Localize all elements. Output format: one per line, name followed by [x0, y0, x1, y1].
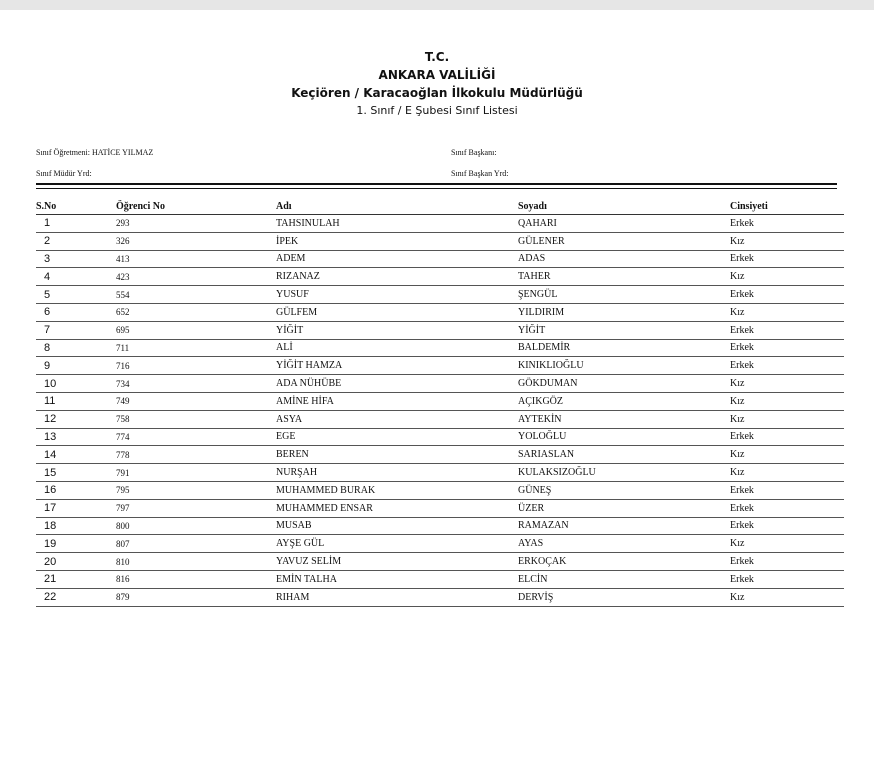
cell-sno: 13: [36, 428, 116, 446]
table-row: [36, 517, 844, 535]
table-row: [36, 215, 844, 233]
meta-teacher: Sınıf Öğretmeni: HATİCE YILMAZ: [36, 148, 154, 157]
cell-gender: Kız: [730, 268, 844, 286]
student-table: [36, 198, 844, 607]
cell-sno: 3: [36, 250, 116, 268]
cell-sno: 7: [36, 321, 116, 339]
cell-name: RIZANAZ: [276, 268, 518, 286]
divider-rule-top: [36, 183, 837, 185]
table-row: [36, 588, 844, 606]
cell-student-no: 711: [116, 339, 276, 357]
cell-name: YUSUF: [276, 286, 518, 304]
cell-sno: 20: [36, 553, 116, 571]
cell-sno: 9: [36, 357, 116, 375]
cell-surname: ŞENGÜL: [518, 286, 730, 304]
cell-name: ALİ: [276, 339, 518, 357]
table-row: [36, 464, 844, 482]
cell-surname: ERKOÇAK: [518, 553, 730, 571]
col-header-name: Adı: [276, 198, 518, 215]
cell-surname: BALDEMİR: [518, 339, 730, 357]
cell-name: NURŞAH: [276, 464, 518, 482]
cell-student-no: 749: [116, 392, 276, 410]
cell-student-no: 797: [116, 499, 276, 517]
cell-surname: GÜLENER: [518, 232, 730, 250]
table-row: [36, 428, 844, 446]
cell-gender: Erkek: [730, 339, 844, 357]
cell-sno: 18: [36, 517, 116, 535]
table-row: [36, 535, 844, 553]
cell-surname: RAMAZAN: [518, 517, 730, 535]
cell-surname: KULAKSIZOĞLU: [518, 464, 730, 482]
cell-sno: 19: [36, 535, 116, 553]
meta-vice-principal: Sınıf Müdür Yrd:: [36, 169, 92, 178]
table-row: [36, 375, 844, 393]
table-row: [36, 286, 844, 304]
cell-student-no: 293: [116, 215, 276, 233]
cell-sno: 2: [36, 232, 116, 250]
table-header-row: [36, 198, 844, 215]
table-row: [36, 232, 844, 250]
cell-gender: Erkek: [730, 321, 844, 339]
cell-gender: Erkek: [730, 517, 844, 535]
document-header: [0, 48, 874, 120]
cell-student-no: 758: [116, 410, 276, 428]
cell-surname: DERVİŞ: [518, 588, 730, 606]
cell-sno: 15: [36, 464, 116, 482]
cell-surname: AYAS: [518, 535, 730, 553]
table-row: [36, 446, 844, 464]
cell-student-no: 810: [116, 553, 276, 571]
cell-sno: 21: [36, 570, 116, 588]
cell-gender: Kız: [730, 410, 844, 428]
meta-class-president: Sınıf Başkanı:: [451, 148, 497, 157]
cell-sno: 8: [36, 339, 116, 357]
cell-gender: Erkek: [730, 250, 844, 268]
cell-sno: 1: [36, 215, 116, 233]
cell-gender: Erkek: [730, 286, 844, 304]
cell-surname: AYTEKİN: [518, 410, 730, 428]
table-row: [36, 499, 844, 517]
table-row: [36, 392, 844, 410]
cell-sno: 10: [36, 375, 116, 393]
header-governorship: ANKARA VALİLİĞİ: [378, 68, 496, 82]
cell-surname: QAHARI: [518, 215, 730, 233]
cell-student-no: 652: [116, 303, 276, 321]
cell-gender: Erkek: [730, 357, 844, 375]
top-bar: [0, 0, 874, 10]
table-row: [36, 481, 844, 499]
cell-student-no: 413: [116, 250, 276, 268]
table-row: [36, 303, 844, 321]
table-row: [36, 321, 844, 339]
cell-name: AMİNE HİFA: [276, 392, 518, 410]
cell-student-no: 734: [116, 375, 276, 393]
cell-student-no: 554: [116, 286, 276, 304]
cell-name: EMİN TALHA: [276, 570, 518, 588]
cell-gender: Kız: [730, 535, 844, 553]
cell-surname: GÖKDUMAN: [518, 375, 730, 393]
cell-surname: AÇIKGÖZ: [518, 392, 730, 410]
cell-gender: Kız: [730, 464, 844, 482]
cell-surname: YOLOĞLU: [518, 428, 730, 446]
table-row: [36, 357, 844, 375]
header-class-list: 1. Sınıf / E Şubesi Sınıf Listesi: [356, 104, 518, 117]
cell-name: YİĞİT HAMZA: [276, 357, 518, 375]
cell-gender: Kız: [730, 392, 844, 410]
cell-name: YAVUZ SELİM: [276, 553, 518, 571]
cell-student-no: 695: [116, 321, 276, 339]
cell-surname: ADAS: [518, 250, 730, 268]
cell-gender: Erkek: [730, 428, 844, 446]
header-school: Keçiören / Karacaoğlan İlkokulu Müdürlüğü: [291, 86, 583, 100]
cell-student-no: 716: [116, 357, 276, 375]
cell-sno: 6: [36, 303, 116, 321]
cell-sno: 17: [36, 499, 116, 517]
cell-student-no: 791: [116, 464, 276, 482]
cell-gender: Kız: [730, 446, 844, 464]
header-tc: T.C.: [424, 50, 450, 64]
cell-sno: 11: [36, 392, 116, 410]
cell-gender: Kız: [730, 232, 844, 250]
cell-sno: 12: [36, 410, 116, 428]
table-body: [36, 215, 844, 607]
cell-student-no: 326: [116, 232, 276, 250]
table-row: [36, 410, 844, 428]
cell-student-no: 807: [116, 535, 276, 553]
cell-sno: 14: [36, 446, 116, 464]
table-row: [36, 250, 844, 268]
col-header-surname: Soyadı: [518, 198, 730, 215]
cell-name: YİĞİT: [276, 321, 518, 339]
cell-gender: Erkek: [730, 215, 844, 233]
cell-gender: Kız: [730, 588, 844, 606]
cell-student-no: 816: [116, 570, 276, 588]
col-header-sno: S.No: [36, 198, 116, 215]
divider-rule-bottom: [36, 188, 837, 189]
cell-name: BEREN: [276, 446, 518, 464]
table-row: [36, 570, 844, 588]
cell-surname: ÜZER: [518, 499, 730, 517]
cell-gender: Erkek: [730, 570, 844, 588]
cell-student-no: 879: [116, 588, 276, 606]
cell-name: RIHAM: [276, 588, 518, 606]
cell-name: ADEM: [276, 250, 518, 268]
cell-student-no: 778: [116, 446, 276, 464]
cell-name: MUHAMMED BURAK: [276, 481, 518, 499]
cell-gender: Erkek: [730, 481, 844, 499]
cell-sno: 16: [36, 481, 116, 499]
cell-sno: 22: [36, 588, 116, 606]
cell-name: ASYA: [276, 410, 518, 428]
cell-name: EGE: [276, 428, 518, 446]
cell-surname: KINIKLIOĞLU: [518, 357, 730, 375]
col-header-gender: Cinsiyeti: [730, 198, 844, 215]
cell-surname: ELCİN: [518, 570, 730, 588]
cell-gender: Kız: [730, 375, 844, 393]
cell-name: AYŞE GÜL: [276, 535, 518, 553]
cell-student-no: 800: [116, 517, 276, 535]
cell-gender: Kız: [730, 303, 844, 321]
cell-surname: GÜNEŞ: [518, 481, 730, 499]
cell-surname: SARIASLAN: [518, 446, 730, 464]
cell-gender: Erkek: [730, 553, 844, 571]
cell-surname: YİĞİT: [518, 321, 730, 339]
cell-sno: 5: [36, 286, 116, 304]
cell-surname: YILDIRIM: [518, 303, 730, 321]
cell-name: İPEK: [276, 232, 518, 250]
col-header-student-no: Öğrenci No: [116, 198, 276, 215]
cell-student-no: 423: [116, 268, 276, 286]
cell-name: GÜLFEM: [276, 303, 518, 321]
table-row: [36, 339, 844, 357]
cell-name: ADA NÜHÜBE: [276, 375, 518, 393]
meta-class-vice-president: Sınıf Başkan Yrd:: [451, 169, 509, 178]
table-row: [36, 553, 844, 571]
cell-surname: TAHER: [518, 268, 730, 286]
cell-student-no: 795: [116, 481, 276, 499]
cell-gender: Erkek: [730, 499, 844, 517]
cell-student-no: 774: [116, 428, 276, 446]
cell-name: MUSAB: [276, 517, 518, 535]
table-row: [36, 268, 844, 286]
cell-name: MUHAMMED ENSAR: [276, 499, 518, 517]
cell-sno: 4: [36, 268, 116, 286]
cell-name: TAHSINULAH: [276, 215, 518, 233]
